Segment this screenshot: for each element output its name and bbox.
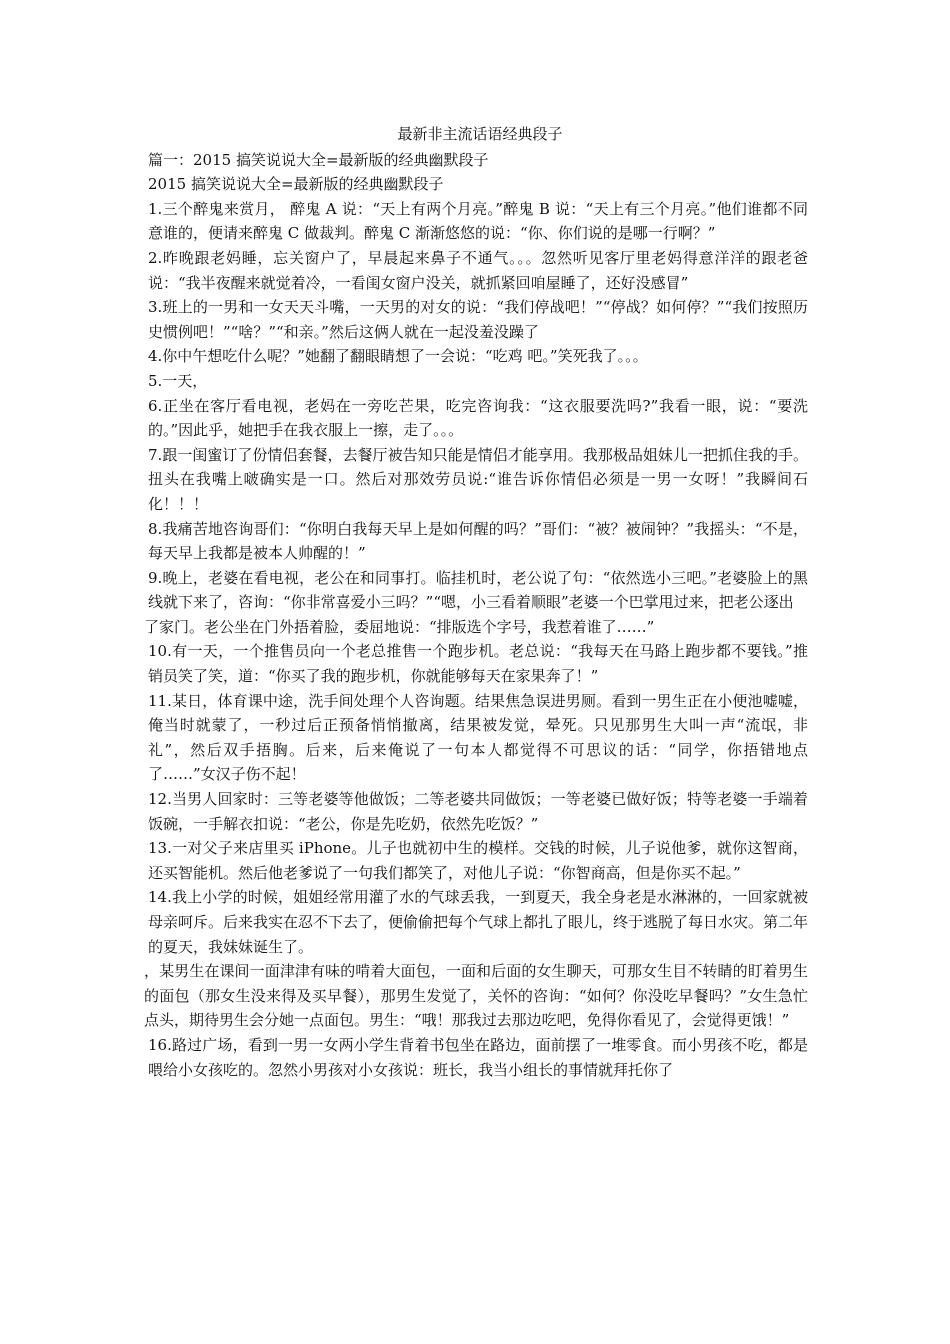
paragraph-4: 4.你中午想吃什么呢？”她翻了翻眼睛想了一会说：“吃鸡 吧。”笑死我了。。。 bbox=[148, 347, 648, 366]
document-page bbox=[144, 122, 808, 1082]
paragraph-7: 7.跟一闺蜜订了份情侣套餐，去餐厅被告知只能是情侣才能享用。我那极品姐妹儿一把抓住我的手。扭头在我嘴上啵确实是一口。然后对那效劳员说:“谁告诉你情侣必须是一男一女呀！”我瞬间石化！！！ bbox=[148, 445, 808, 513]
paragraph-12: 12.当男人回家时：三等老婆等他做饭；二等老婆共同做饭；一等老婆已做好饭；特等老婆一手端着饭碗，一手解衣扣说：“老公，你是先吃奶，依然先吃饭？” bbox=[148, 790, 808, 833]
heading-part-one: 篇一：2015 搞笑说说大全=最新版的经典幽默段子 bbox=[148, 150, 489, 169]
paragraph-11: 11.某日，体育课中途，洗手间处理个人咨询题。结果焦急误进男厕。看到一男生正在小便池嘘嘘，俺当时就蒙了，一秒过后正预备悄悄撤离，结果被发觉，晕死。只见那男生大叫一声“流氓，非礼”，然后双手捂胸。后来，后来俺说了一句本人都觉得不可思议的话：“同学，你捂错地点了……”女汉子伤不起！ bbox=[148, 691, 808, 784]
document-title: 最新非主流话语经典段子 bbox=[397, 125, 563, 143]
paragraph-6: 6.正坐在客厅看电视，老妈在一旁吃芒果，吃完咨询我：“这衣服要洗吗?”我看一眼，说：“要洗的。”因此乎，她把手在我衣服上一擦，走了。。。 bbox=[148, 396, 808, 440]
paragraph-8: 8.我痛苦地咨询哥们：“你明白我每天早上是如何醒的吗？”哥们：“被？被闹钟？”我摇头：“不是，每天早上我都是被本人帅醒的！” bbox=[148, 519, 808, 563]
paragraph-2: 2.昨晚跟老妈睡，忘关窗户了，早晨起来鼻子不通气。。。忽然听见客厅里老妈得意洋洋的跟老爸说：“我半夜醒来就觉着冷，一看闺女窗户没关，就抓紧回咱屋睡了，还好没感冒” bbox=[148, 248, 808, 292]
paragraph-3: 3.班上的一男和一女天天斗嘴，一天男的对女的说：“我们停战吧！”“停战？如何停？”“我们按照历史惯例吧！”“啥？”“和亲。”然后这俩人就在一起没羞没躁了 bbox=[148, 298, 808, 341]
paragraph-15: ，某男生在课间一面津津有味的啃着大面包，一面和后面的女生聊天，可那女生目不转睛的盯着男生的面包（那女生没来得及买早餐），那男生发觉了，关怀的咨询：“如何？你没吃早餐吗？”女生急忙点头，期待男生会分她一点面包。男生：“哦！那我过去那边吃吧，免得你看见了，会觉得更饿！” bbox=[144, 962, 808, 1030]
paragraph-14: 14.我上小学的时候，姐姐经常用灌了水的气球丢我，一到夏天，我全身老是水淋淋的，一回家就被母亲呵斥。后来我实在忍不下去了，便偷偷把每个气球上都扎了眼儿，终于逃脱了每日水灾。第二年的夏天，我妹妹诞生了。 bbox=[148, 888, 809, 956]
paragraph-9: 9.晚上，老婆在看电视，老公在和同事打。临挂机时，老公说了句：“依然选小三吧。”老婆脸上的黑线就下来了，咨询：“你非常喜爱小三吗？”“嗯，小三看着顺眼”老婆一个巴掌甩过来，把老公逐出 bbox=[148, 568, 808, 612]
paragraph-5: 5.一天， bbox=[148, 371, 208, 390]
paragraph-1: 1.三个醉鬼来赏月， 醉鬼 A 说：“天上有两个月亮。”醉鬼 B 说：“天上有三个月亮。”他们谁都不同意谁的，便请来醉鬼 C 做裁判。醉鬼 C 渐渐悠悠的说：“你、你们说的是哪一行啊？” bbox=[148, 199, 808, 243]
heading-subtitle: 2015 搞笑说说大全=最新版的经典幽默段子 bbox=[148, 175, 444, 194]
paragraph-16: 16.路过广场，看到一男一女两小学生背着书包坐在路边，面前摆了一堆零食。而小男孩不吃，都是喂给小女孩吃的。忽然小男孩对小女孩说：班长，我当小组长的事情就拜托你了 bbox=[148, 1035, 808, 1079]
paragraph-13: 13.一对父子来店里买 iPhone。儿子也就初中生的模样。交钱的时候，儿子说他爹，就你这智商，还买智能机。然后他老爹说了一句我们都笑了，对他儿子说：“你智商高，但是你买不起。” bbox=[148, 839, 808, 882]
paragraph-10: 10.有一天，一个推售员向一个老总推售一个跑步机。老总说：“我每天在马路上跑步都不要钱。”推销员笑了笑，道：“你买了我的跑步机，你就能够每天在家果奔了！” bbox=[148, 642, 808, 686]
paragraph-9-continued: 了家门。老公坐在门外捂着脸，委屈地说：“排版选个字号，我惹着谁了……” bbox=[144, 617, 655, 636]
